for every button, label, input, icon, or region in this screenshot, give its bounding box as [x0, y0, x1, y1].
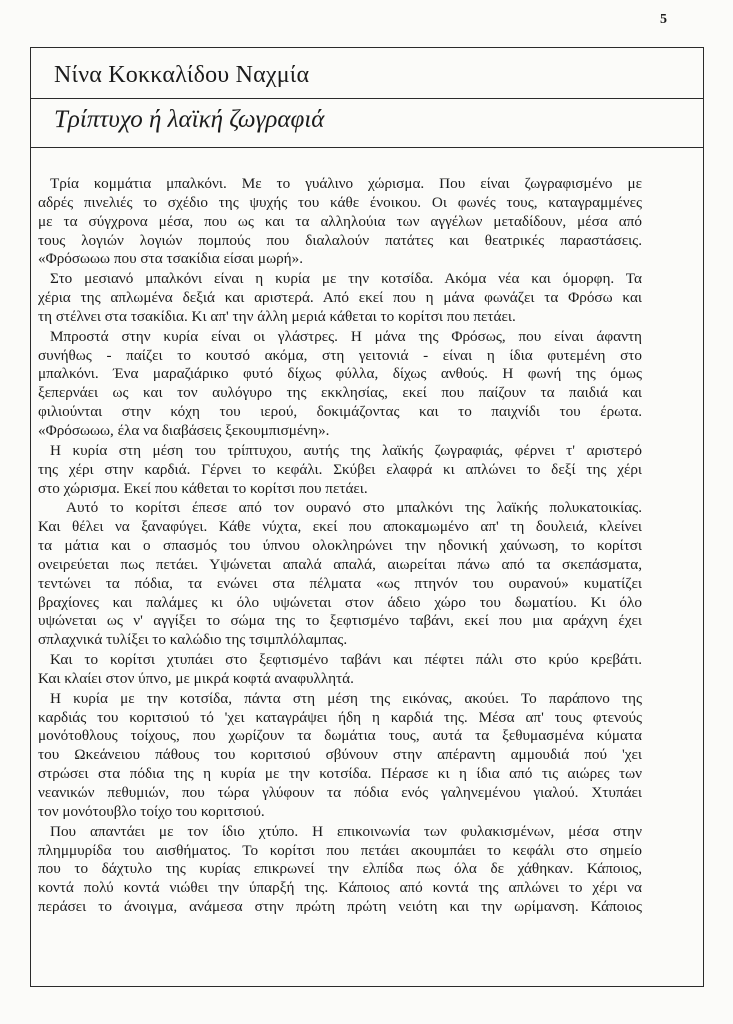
paragraph [38, 823, 642, 917]
author-name: Νίνα Κοκκαλίδου Ναχμία [54, 62, 310, 88]
paragraph [38, 651, 642, 689]
text-line: χέρια της απλωμένα δεξιά και αριστερά. Από εκεί που η μάνα φωνάζει τα Φρόσω και [38, 289, 642, 307]
text-line: στρώσει στα πόδια της η κυρία με την κοτσίδα. Πέρασε κι η ίδια από τις αιώρες των [38, 765, 642, 783]
text-line: Αυτό το κορίτσι έπεσε από τον ουρανό στο μπαλκόνι της λαϊκής πολυκατοικίας. [66, 499, 642, 517]
text-line: τεντώνει τα πόδια, τα ενώνει στα πέλματα «ως πτηνόν του ουρανού» κυματίζει [38, 574, 642, 592]
text-line: Η κυρία στη μέση του τρίπτυχου, αυτής της λαϊκής ζωγραφιάς, φέρνει τ' αριστερό [50, 441, 642, 459]
paragraph [38, 270, 642, 327]
text-line: νεανικών πεθυμιών, που τώρα γλύφουν τα πόδια ενός γαληνεμένου γιαλού. Χτυπάει [38, 784, 642, 801]
text-line: υψώνεται ως ν' αγγίξει το σώμα της το ξεφτισμένο ταβάνι, εκεί που μια αράχνη έχει [38, 612, 642, 630]
paragraph [38, 175, 642, 269]
text-line: ονειρεύεται πως πετάει. Υψώνεται απαλά απαλά, αιωρείται πάνω από τα σκεπάσματα, [38, 555, 642, 573]
text-line: φιλιούνται στην κόχη του ιερού, δοκιμάζοντας και το παιχνίδι του έρωτα. [38, 403, 642, 421]
paragraph [38, 499, 642, 650]
text-line: συνήθως - παίζει το κουτσό ακόμα, στη γειτονιά - είναι η ίδια φυτεμένη στο [38, 346, 642, 364]
text-line: κοντά πολύ κοντά νιώθει την ύπαρξή της. Κάποιος από κοντά της απλώνει το χέρι να [38, 879, 642, 897]
text-line: Και θέλει να ξαναφύγει. Κάθε νύχτα, εκεί που αποκαμωμένο απ' τη δουλειά, κλείνει [38, 518, 642, 536]
text-line: Που απαντάει με τον ίδιο χτύπο. Η επικοινωνία των φυλακισμένων, μέσα στην [50, 822, 642, 840]
text-line: μπαλκόνι. Ένα μαραζιάρικο φυτό δίχως φύλλα, δίχως ανθούς. Η φωνή της όμως [38, 365, 642, 383]
text-line: σπλαχνικά τυλίξει το καλώδιο της τσιμπλόλαμπας. [38, 631, 348, 649]
text-line: «Φρόσωωω, έλα να διαβάσεις ξεκουμπισμένη». [38, 421, 330, 439]
text-line: τον μονότουβλο τοίχο του κοριτσιού. [38, 802, 265, 820]
paragraph [38, 442, 642, 499]
story-body [38, 175, 642, 918]
text-line: τη στέλνει στα τσακίδια. Κι απ' την άλλη μεριά κάθεται το κορίτσι που πετάει. [38, 307, 516, 325]
text-line: μονότοθλους τοίχους, που χωρίζουν τα δωμάτια τους, αυτά τα ξεθυμασμένα κύματα [38, 727, 642, 745]
text-line: καρδιάς του κοριτσιού τό 'χει καταγράψει ήδη η καρδιά της. Μέσα απ' τους φτενούς [38, 708, 642, 726]
text-line: του Ωκεάνειου πάθους του κοριτσιού σβύνουν στην απέραντη αμμουδιά πού 'χει [38, 746, 642, 764]
header-box [31, 48, 703, 148]
text-line: Και κλαίει στον ύπνο, με μικρά κοφτά αναφυλλητά. [38, 669, 354, 687]
text-line: περάσει το άνοιγμα, ανάμεσα στην πρώτη πρώτη νειότη και την ωρίμανση. Κάποιος [38, 898, 642, 916]
text-line: Στο μεσιανό μπαλκόνι είναι η κυρία με την κοτσίδα. Ακόμα νέα και όμορφη. Τα [50, 270, 642, 288]
text-line: στο χώρισμα. Εκεί που κάθεται το κορίτσι που πετάει. [38, 479, 368, 497]
text-line: Μπροστά στην κυρία είναι οι γλάστρες. Η μάνα της Φρόσως, που είναι άφαντη [50, 327, 642, 345]
text-line: της χέρι στην καρδιά. Γέρνει το κεφάλι. Σκύβει ελαφρά κι απλώνει το δεξί της χέρι [38, 460, 642, 478]
paragraph [38, 328, 642, 441]
text-line: που το δάχτυλο της κυρίας επικρωνεί την ελπίδα πως όλα δε χάθηκαν. Κάποιος, [38, 860, 642, 878]
paragraph [38, 690, 642, 822]
text-line: βραχίονες και παλάμες κι όλο υψώνεται στον άδειο χώρο του δωματίου. Κι όλο [38, 593, 642, 611]
text-line: τα μάτια και ο σπασμός του ύπνου ολοκληρώνει την ηδονική χαύνωση, το κορίτσι [38, 537, 642, 555]
text-line: αδρές πινελιές το σχέδιο της ψυχής του κάθε ένοικου. Οι φωνές τους, καταγραμμένες [38, 193, 642, 211]
text-line: πλημμυρίδα του αισθήματος. Το κορίτσι που πετάει ακουμπάει το κεφάλι στο σημείο [38, 841, 642, 859]
text-line: ξεπερνάει ως και τον αυλόγυρο της εκκλησίας, εκεί που παίζουν τα παιδιά και [38, 384, 642, 402]
text-line: Τρία κομμάτια μπαλκόνι. Με το γυάλινο χώρισμα. Που είναι ζωγραφισμένο με [50, 175, 642, 192]
header-divider [31, 98, 703, 99]
page-number: 5 [660, 12, 667, 27]
text-line: Και το κορίτσι χτυπάει στο ξεφτισμένο ταβάνι και πέφτει πάλι στο κρύο κρεβάτι. [50, 651, 642, 669]
text-line: «Φρόσωωω που στα τσακίδια είσαι μωρή». [38, 250, 303, 268]
text-line: τους λογιών λογιών πομπούς που διαλαλούν πατάτες και θεατρικές παραστάσεις. [38, 231, 642, 249]
story-title: Τρίπτυχο ή λαϊκή ζωγραφιά [54, 106, 325, 133]
text-line: Η κυρία με την κοτσίδα, πάντα στη μέση της εικόνας, ακούει. Το παράπονο της [50, 689, 642, 707]
text-line: με τα σύγχρονα μέσα, που ως και τα αλληλούια των αγγέλων μεταδίδουν, μέσα από [38, 212, 642, 230]
